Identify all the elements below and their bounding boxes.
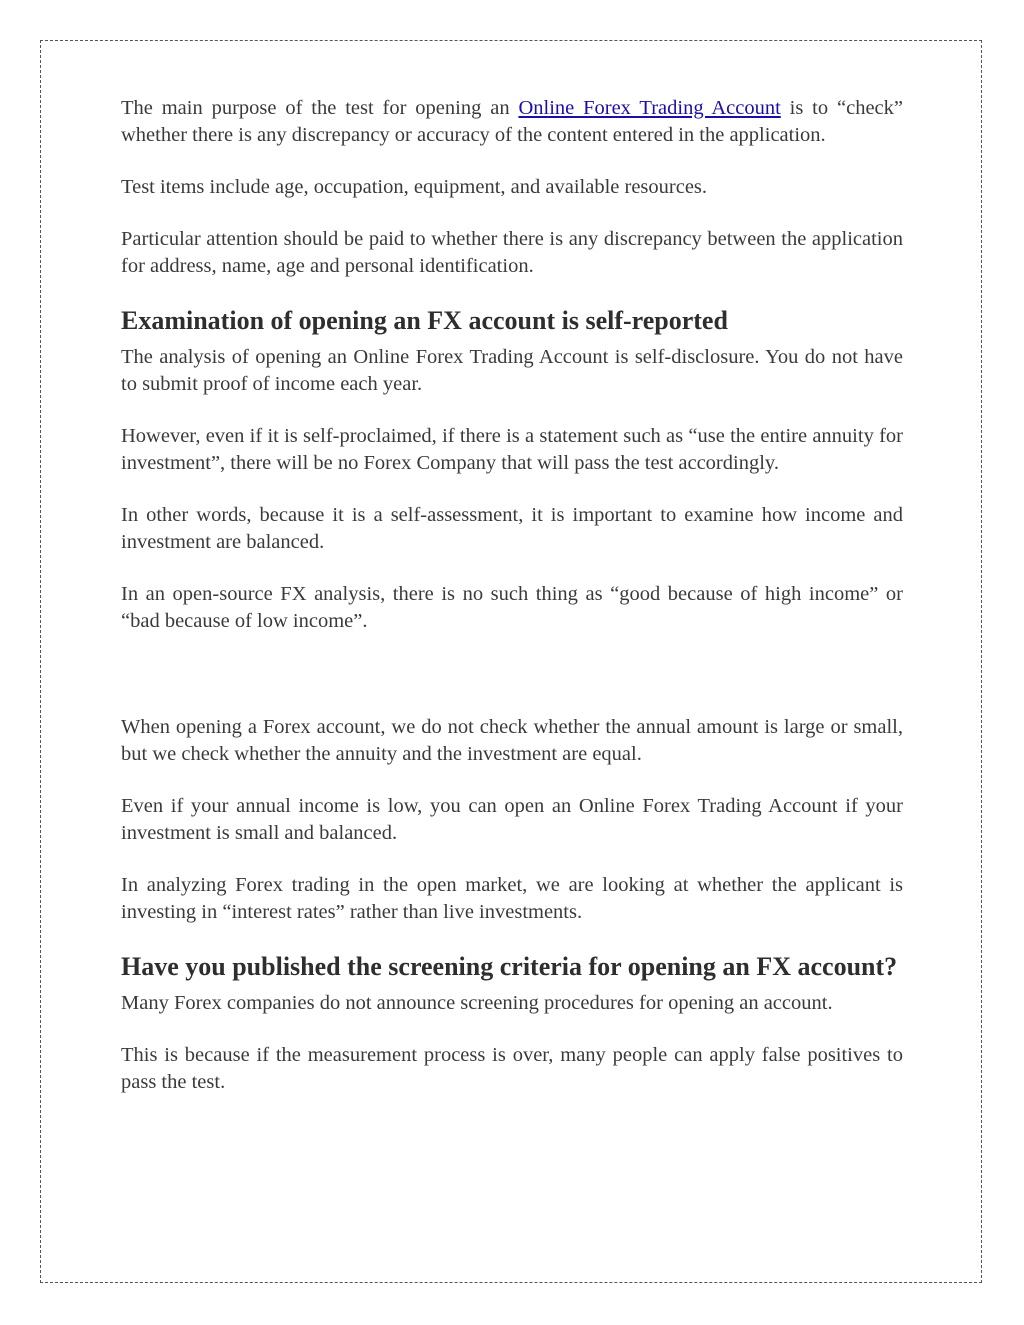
paragraph-self-assessment: In other words, because it is a self-assessment, it is important to examine how income and investment are balanced. — [121, 504, 903, 553]
online-forex-trading-account-link[interactable]: Online Forex Trading Account — [518, 97, 781, 119]
paragraph-attention: Particular attention should be paid to whether there is any discrepancy between the application for address, name, age and personal identification. — [121, 228, 903, 277]
paragraph-intro-before: The main purpose of the test for opening an — [121, 97, 519, 119]
paragraph-self-proclaimed: However, even if it is self-proclaimed, if there is a statement such as “use the entire annuity for investment”, there will be no Forex Company that will pass the test accordingly. — [121, 425, 903, 474]
paragraph-annual-amount: When opening a Forex account, we do not check whether the annual amount is large or small, but we check whether the annuity and the investment are equal. — [121, 716, 903, 765]
paragraph-analysis: The analysis of opening an Online Forex Trading Account is self-disclosure. You do not have to submit proof of income each year. — [121, 346, 903, 395]
heading-self-reported: Examination of opening an FX account is self-reported — [121, 306, 728, 335]
spacer — [121, 660, 903, 714]
paragraph-test-items: Test items include age, occupation, equipment, and available resources. — [121, 176, 708, 198]
paragraph-intro-after: is to “check” whether there is any discrepancy or accuracy of the content entered in the application. — [121, 97, 903, 146]
paragraph-open-market: In analyzing Forex trading in the open market, we are looking at whether the applicant is investing in “interest rates” rather than live investments. — [121, 874, 903, 923]
paragraph-low-income: Even if your annual income is low, you can open an Online Forex Trading Account if your investment is small and balanced. — [121, 795, 903, 844]
paragraph-intro — [121, 95, 903, 149]
paragraph-open-source: In an open-source FX analysis, there is no such thing as “good because of high income” or “bad because of low income”. — [121, 583, 903, 632]
heading-screening-criteria: Have you published the screening criteria for opening an FX account? — [121, 952, 898, 981]
paragraph-screening-procedures: Many Forex companies do not announce screening procedures for opening an account. — [121, 992, 833, 1014]
paragraph-false-positives: This is because if the measurement process is over, many people can apply false positives to pass the test. — [121, 1044, 903, 1093]
document-body — [121, 95, 903, 1121]
